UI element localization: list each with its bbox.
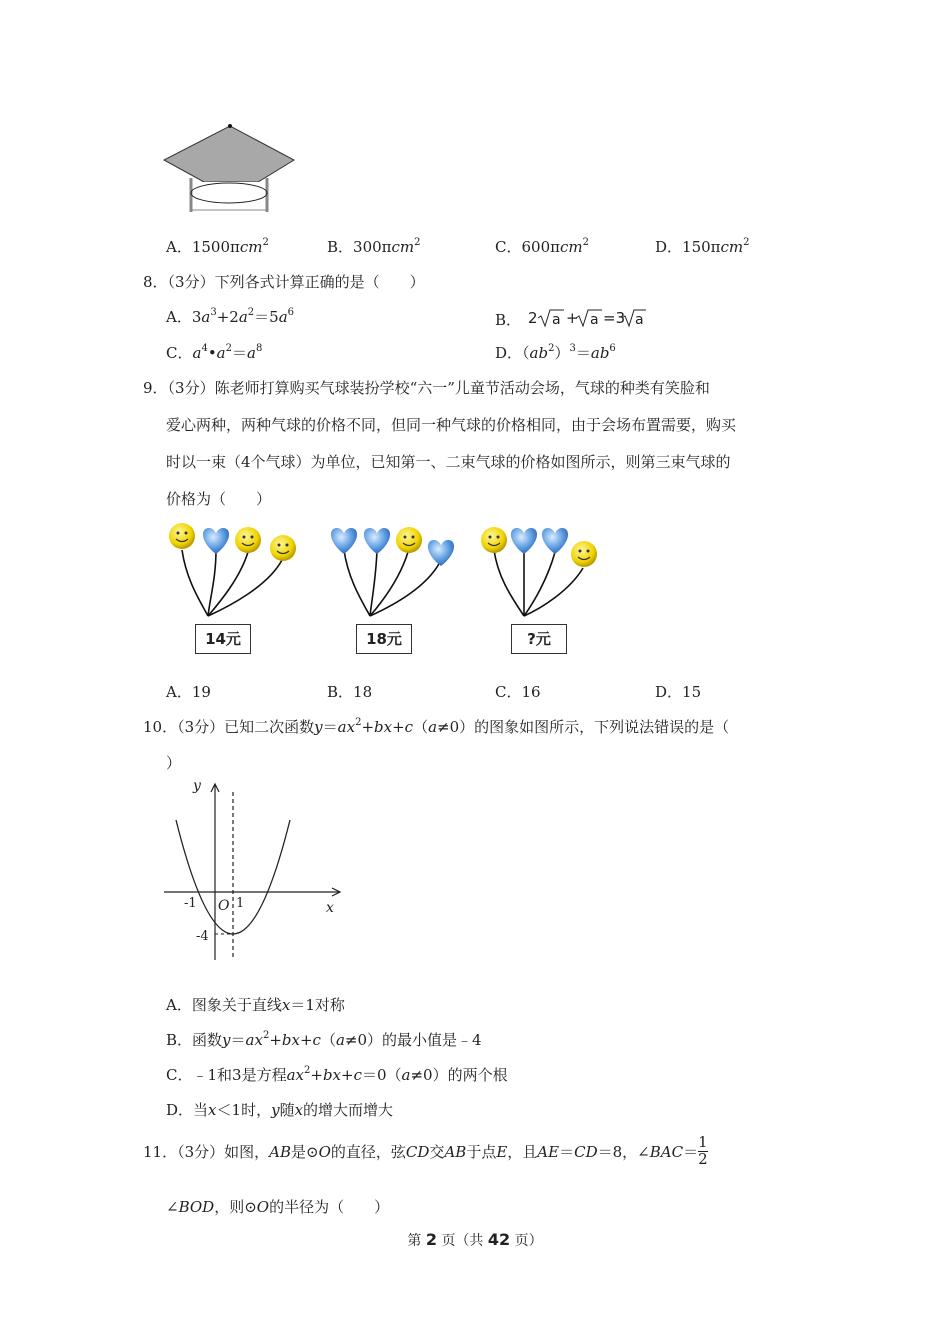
graph-neg1-label: -1 [184, 896, 197, 911]
q9-option-b: B．18 [327, 683, 373, 701]
svg-text:a: a [589, 312, 599, 328]
price-tag-bunch-3: ?元 [511, 624, 567, 654]
svg-text:+: + [565, 309, 579, 327]
q10-stem-line2: ） [166, 754, 182, 772]
q10-stem-line1: 10．（3分）已知二次函数$y=ax^2+bx+c(a\ne 0)$的图象如图所示，下列说法错误的是（ [143, 717, 730, 736]
q11-stem-line2: ∠BOD，则⊙O的半径为（ ） [166, 1198, 390, 1216]
q7-option-b: B．300πcm$^2$ [327, 237, 421, 256]
q8-radical-expression [526, 306, 646, 330]
balloon-bunch-1 [169, 523, 296, 616]
fraction-one-half: $\frac{1}{2}$ [698, 1133, 708, 1168]
q10-option-d: D．当x＜1时，y随x的增大而增大 [166, 1101, 394, 1119]
q8-option-c: C．$a^4•a^2=a^8$ [166, 343, 263, 362]
page-footer: 第 2 页（共 42 页） [407, 1230, 543, 1249]
q8-option-b: B． 2 a + a =3 a [495, 306, 646, 330]
svg-text:2: 2 [527, 309, 538, 327]
q8-stem: 8．（3分）下列各式计算正确的是（ ） [143, 273, 425, 291]
q8-option-a: A．$3a^3+2a^2=5a^6$ [166, 307, 295, 326]
price-tag-bunch-1: 14元 [195, 624, 251, 654]
svg-text:a: a [634, 312, 644, 328]
graph-one-label: 1 [236, 896, 245, 911]
q9-stem-line3: 时以一束（4个气球）为单位，已知第一、二束气球的价格如图所示，则第三束气球的 [166, 453, 731, 471]
q10-option-a: A．图象关于直线x＝1对称 [166, 996, 345, 1014]
graph-y-label: y [193, 778, 201, 794]
q11-stem-line1: 11．（3分）如图，AB是⊙O的直径，弦CD交AB于点E，且AE＝CD＝8，∠BAC＝ $\frac{1}{2}$ [143, 1133, 708, 1168]
q7-option-d: D．150πcm$^2$ [655, 237, 750, 256]
q7-option-c: C．600πcm$^2$ [495, 237, 589, 256]
q9-stem-line2: 爱心两种，两种气球的价格不同，但同一种气球的价格相同，由于会场布置需要，购买 [166, 416, 737, 434]
balloon-bunch-3 [481, 527, 597, 616]
q9-option-c: C．16 [495, 683, 541, 701]
balloon-bunch-2 [331, 527, 454, 616]
svg-text:a: a [551, 312, 561, 328]
q9-option-a: A．19 [166, 683, 211, 701]
graph-neg4-label: -4 [196, 929, 209, 944]
parabola-graph [160, 776, 350, 966]
q9-stem-line1: 9．（3分）陈老师打算购买气球装扮学校“六一”儿童节活动会场，气球的种类有笑脸和 [143, 379, 710, 397]
q9-stem-line4: 价格为（ ） [166, 490, 272, 508]
q8-option-d: D．$(ab^2)^3=ab^6$ [495, 343, 616, 362]
price-tag-bunch-2: 18元 [356, 624, 412, 654]
balloon-bunches-figure [160, 518, 620, 638]
q10-option-b: B．函数$y=ax^2+bx+c(a\ne 0)$的最小值是﹣4 [166, 1030, 482, 1049]
q9-option-d: D．15 [655, 683, 702, 701]
svg-text:=3: =3 [602, 309, 625, 327]
graph-x-label: x [326, 900, 334, 916]
q10-option-c: C．﹣1和3是方程$ax^2+bx+c=0(a\ne 0)$的两个根 [166, 1065, 508, 1084]
hat-figure [160, 120, 300, 215]
graph-origin-label: O [218, 898, 230, 914]
q7-option-a: A．1500πcm$^2$ [166, 237, 269, 256]
